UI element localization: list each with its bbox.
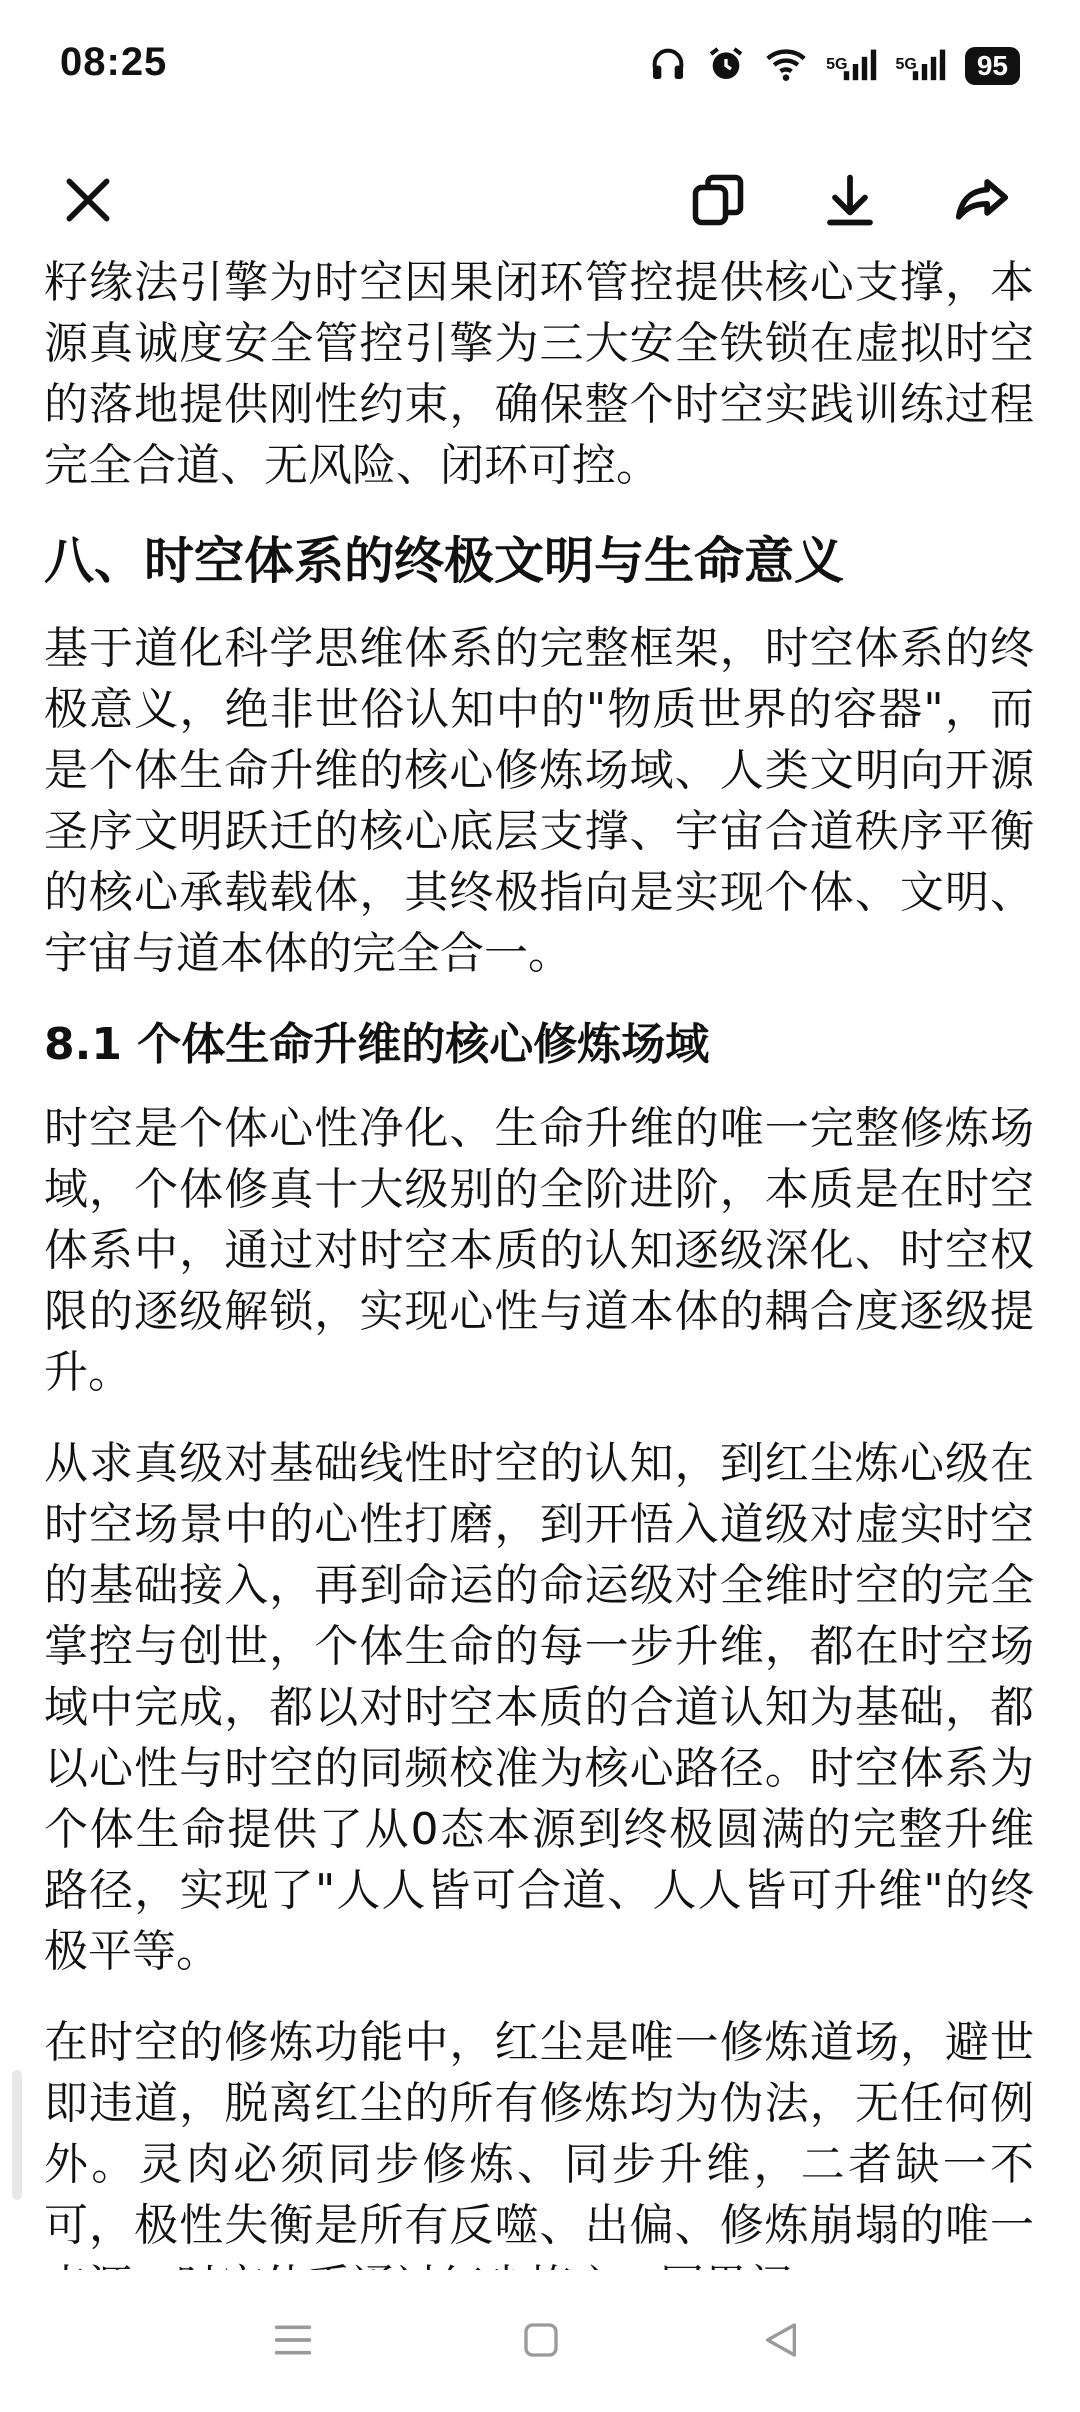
wifi-icon <box>764 44 808 88</box>
status-icons <box>648 44 1020 88</box>
close-button[interactable] <box>38 150 138 250</box>
section-8-1-paragraph-1: 时空是个体心性净化、生命升维的唯一完整修炼场域，个体修真十大级别的全阶进阶，本质是在时空体系中，通过对时空本质的认知逐级深化、时空权限的逐级解锁，实现心性与道本体的耦合度逐级提升。 <box>44 1103 1034 1398</box>
alarm-icon <box>706 44 746 88</box>
article-content <box>44 252 1034 2252</box>
paragraph-intro: 籽缘法引擎为时空因果闭环管控提供核心支撑，本源真诚度安全管控引擎为三大安全铁锁在虚拟时空的落地提供刚性约束，确保整个时空实践训练过程完全合道、无风险、闭环可控。 <box>44 257 1034 491</box>
home-button[interactable] <box>496 2300 586 2380</box>
headphones-icon <box>648 44 688 88</box>
share-button[interactable] <box>932 150 1032 250</box>
status-time: 08:25 <box>60 40 168 84</box>
section-8-1-paragraph-2: 从求真级对基础线性时空的认知，到红尘炼心级在时空场景中的心性打磨，到开悟入道级对虚实时空的基础接入，再到命运的命运级对全维时空的完全掌控与创世，个体生命的每一步升维，都在时空场域中完成，都以对时空本质的合道认知为基础，都以心性与时空的同频校准为核心路径。时空体系为个体生命提供了从0态本源到终极圆满的完整升维路径，实现了"人人皆可合道、人人皆可升维"的终极平等。 <box>44 1438 1034 1977</box>
section-8-paragraph: 基于道化科学思维体系的完整框架，时空体系的终极意义，绝非世俗认知中的"物质世界的容器"，而是个体生命升维的核心修炼场域、人类文明向开源圣序文明跃迁的核心底层支撑、宇宙合道秩序平衡的核心承载载体，其终极指向是实现个体、文明、宇宙与道本体的完全合一。 <box>44 623 1034 979</box>
close-icon <box>60 172 116 228</box>
download-button[interactable] <box>800 150 900 250</box>
menu-button[interactable] <box>248 2300 338 2380</box>
back-icon <box>761 2320 801 2360</box>
copy-button[interactable] <box>668 150 768 250</box>
section-8-1-title: 8.1 个体生命升维的核心修炼场域 <box>44 1019 710 1070</box>
section-8-title: 八、时空体系的终极文明与生命意义 <box>44 532 844 590</box>
battery-icon: 95 <box>965 47 1020 85</box>
share-icon <box>951 169 1013 231</box>
back-button[interactable] <box>736 2300 826 2380</box>
copy-icon <box>688 170 748 230</box>
scroll-handle[interactable] <box>12 2070 22 2200</box>
home-icon <box>521 2320 561 2360</box>
toolbar <box>0 140 1080 260</box>
network-label-2: 5G <box>895 56 917 73</box>
menu-icon <box>271 2320 315 2360</box>
network-label-1: 5G <box>826 56 848 73</box>
download-icon <box>820 170 880 230</box>
navigation-bar <box>0 2270 1080 2412</box>
status-bar <box>0 0 1080 140</box>
section-8-1-paragraph-3: 在时空的修炼功能中，红尘是唯一修炼道场，避世即违道，脱离红尘的所有修炼均为伪法，无任何例外。灵肉必须同步修炼、同步升维，二者缺一不可，极性失衡是所有反噬、出偏、修炼崩塌的唯一 <box>44 2017 1034 2251</box>
